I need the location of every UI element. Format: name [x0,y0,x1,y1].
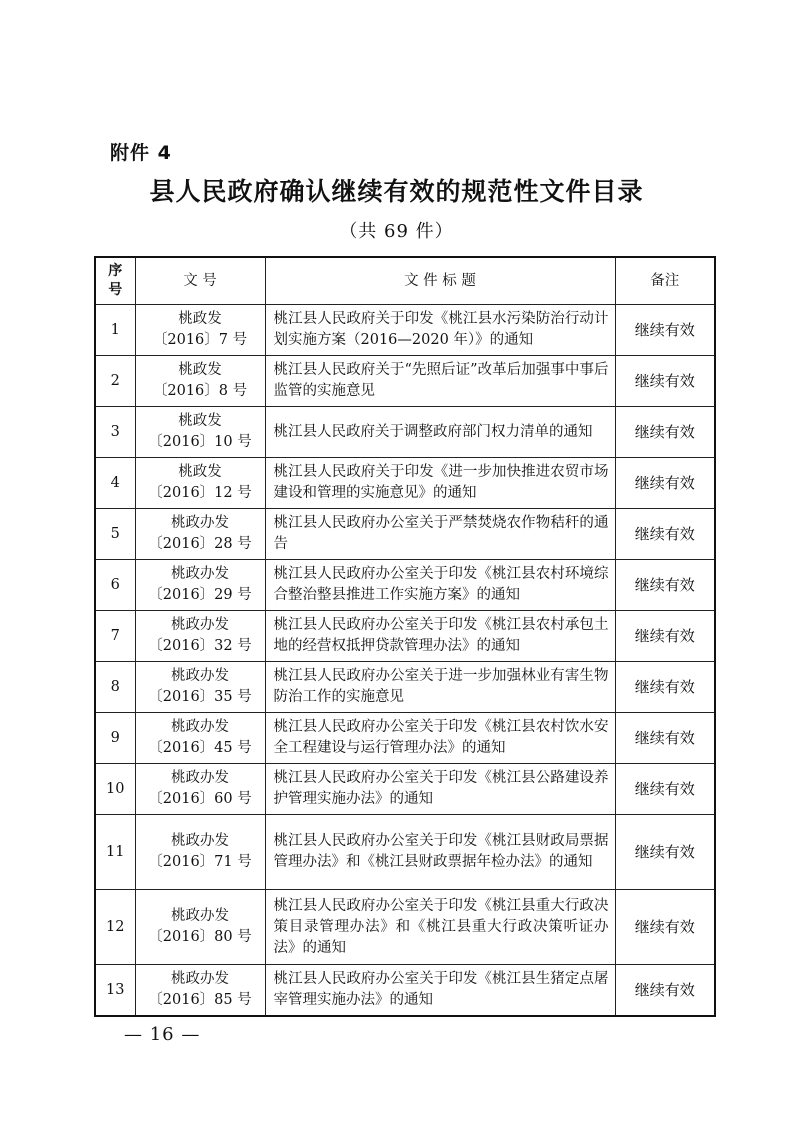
header-doc-title: 文 件 标 题 [265,257,615,305]
doc-number-prefix: 桃政发 [178,413,222,429]
doc-number-year: 〔2016〕7 号 [152,332,248,348]
row-seq: 13 [95,965,135,1017]
header-note: 备注 [615,257,715,305]
doc-number-prefix: 桃政办发 [171,719,229,735]
row-doc-title: 桃江县人民政府办公室关于进一步加强林业有害生物防治工作的实施意见 [265,662,615,713]
row-seq: 6 [95,560,135,611]
row-doc-number [135,662,265,713]
row-doc-number [135,356,265,407]
row-doc-title: 桃江县人民政府办公室关于印发《桃江县农村承包土地的经营权抵押贷款管理办法》的通知 [265,611,615,662]
row-seq: 11 [95,815,135,890]
page-number: — 16 — [124,1024,201,1045]
row-note: 继续有效 [615,611,715,662]
row-doc-title: 桃江县人民政府关于调整政府部门权力清单的通知 [265,407,615,458]
row-doc-title: 桃江县人民政府办公室关于印发《桃江县重大行政决策目录管理办法》和《桃江县重大行政决策听证办法》的通知 [265,890,615,965]
table-row [95,965,715,1017]
row-doc-number [135,815,265,890]
row-doc-title: 桃江县人民政府办公室关于印发《桃江县生猪定点屠宰管理实施办法》的通知 [265,965,615,1017]
table-row [95,356,715,407]
row-seq: 12 [95,890,135,965]
table-row [95,662,715,713]
table-header-row [95,257,715,305]
doc-number-prefix: 桃政办发 [171,668,229,684]
row-seq: 10 [95,764,135,815]
row-doc-number [135,713,265,764]
doc-number-prefix: 桃政办发 [171,770,229,786]
row-doc-title: 桃江县人民政府办公室关于印发《桃江县农村饮水安全工程建设与运行管理办法》的通知 [265,713,615,764]
doc-number-year: 〔2016〕28 号 [148,536,252,552]
row-seq: 9 [95,713,135,764]
row-doc-title: 桃江县人民政府关于印发《进一步加快推进农贸市场建设和管理的实施意见》的通知 [265,458,615,509]
table-row [95,458,715,509]
row-doc-number [135,965,265,1017]
row-note: 继续有效 [615,965,715,1017]
doc-number-year: 〔2016〕29 号 [148,587,252,603]
row-doc-title: 桃江县人民政府关于“先照后证”改革后加强事中事后监管的实施意见 [265,356,615,407]
header-seq [95,257,135,305]
table-row [95,815,715,890]
row-note: 继续有效 [615,713,715,764]
doc-number-prefix: 桃政发 [178,464,222,480]
doc-number-year: 〔2016〕45 号 [148,740,252,756]
page-title: 县人民政府确认继续有效的规范性文件目录 [149,177,644,206]
doc-number-year: 〔2016〕32 号 [148,638,252,654]
doc-number-prefix: 桃政办发 [171,515,229,531]
row-seq: 3 [95,407,135,458]
row-seq: 7 [95,611,135,662]
row-doc-number [135,458,265,509]
row-note: 继续有效 [615,662,715,713]
table-row [95,509,715,560]
doc-number-year: 〔2016〕10 号 [148,434,252,450]
row-note: 继续有效 [615,356,715,407]
doc-number-prefix: 桃政办发 [171,971,229,987]
row-note: 继续有效 [615,407,715,458]
row-note: 继续有效 [615,890,715,965]
row-note: 继续有效 [615,560,715,611]
row-note: 继续有效 [615,764,715,815]
doc-number-prefix: 桃政发 [178,362,222,378]
table-body [95,305,715,1017]
row-doc-number [135,890,265,965]
row-seq: 8 [95,662,135,713]
table-row [95,305,715,356]
header-seq-line2: 号 [108,282,123,298]
row-note: 继续有效 [615,305,715,356]
document-table-container [94,256,714,1017]
doc-number-prefix: 桃政办发 [171,833,229,849]
table-row [95,890,715,965]
doc-number-year: 〔2016〕85 号 [148,992,252,1008]
row-doc-number [135,611,265,662]
row-note: 继续有效 [615,509,715,560]
doc-number-year: 〔2016〕12 号 [148,485,252,501]
row-doc-number [135,764,265,815]
row-doc-number [135,407,265,458]
doc-number-prefix: 桃政发 [178,311,222,327]
row-doc-title: 桃江县人民政府办公室关于严禁焚烧农作物秸秆的通告 [265,509,615,560]
attachment-label: 附件 4 [110,142,172,164]
doc-number-prefix: 桃政办发 [171,617,229,633]
header-doc-number: 文 号 [135,257,265,305]
page-subtitle: （共 69 件） [339,221,454,242]
row-seq: 5 [95,509,135,560]
table-row [95,560,715,611]
row-seq: 4 [95,458,135,509]
table-row [95,407,715,458]
doc-number-prefix: 桃政办发 [171,908,229,924]
row-doc-title: 桃江县人民政府关于印发《桃江县水污染防治行动计划实施方案（2016—2020 年）》的通知 [265,305,615,356]
doc-number-year: 〔2016〕60 号 [148,791,252,807]
row-doc-title: 桃江县人民政府办公室关于印发《桃江县公路建设养护管理实施办法》的通知 [265,764,615,815]
doc-number-prefix: 桃政办发 [171,566,229,582]
row-seq: 2 [95,356,135,407]
row-doc-title: 桃江县人民政府办公室关于印发《桃江县农村环境综合整治整县推进工作实施方案》的通知 [265,560,615,611]
row-note: 继续有效 [615,458,715,509]
table-row [95,713,715,764]
header-seq-line1: 序 [108,263,123,279]
document-catalog-table [94,256,716,1017]
row-doc-title: 桃江县人民政府办公室关于印发《桃江县财政局票据管理办法》和《桃江县财政票据年检办法》的通知 [265,815,615,890]
doc-number-year: 〔2016〕35 号 [148,689,252,705]
row-note: 继续有效 [615,815,715,890]
doc-number-year: 〔2016〕71 号 [148,854,252,870]
row-doc-number [135,560,265,611]
row-doc-number [135,509,265,560]
row-seq: 1 [95,305,135,356]
table-row [95,764,715,815]
doc-number-year: 〔2016〕80 号 [148,929,252,945]
doc-number-year: 〔2016〕8 号 [152,383,248,399]
row-doc-number [135,305,265,356]
table-row [95,611,715,662]
